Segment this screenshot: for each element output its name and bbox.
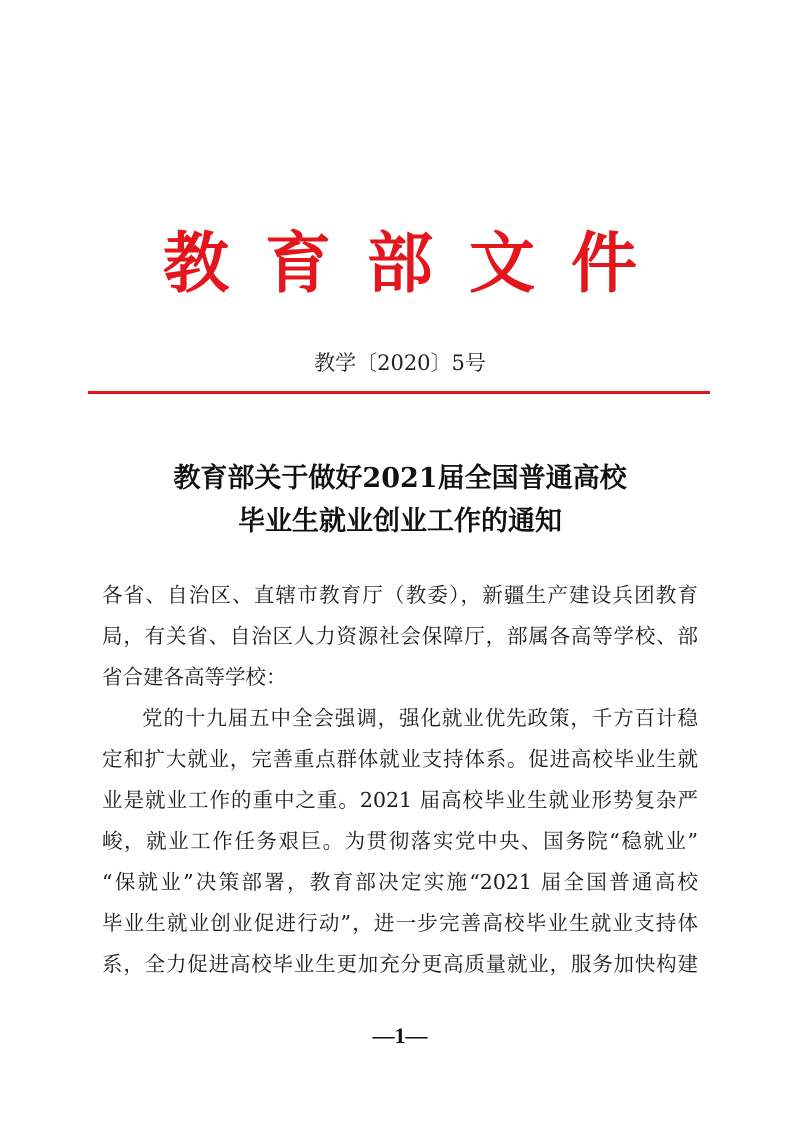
body-line: “保就业”决策部署，教育部决定实施“2021 届全国普通高校	[102, 870, 698, 894]
body-line: 峻，就业工作任务艰巨。为贯彻落实党中央、国务院“稳就业”	[102, 829, 698, 853]
body-line: 省合建各高等学校：	[102, 665, 287, 689]
red-divider	[88, 391, 710, 394]
title-line-1: 教育部关于做好2021届全国普通高校	[173, 463, 627, 494]
body-line: 系，全力促进高校毕业生更加充分更高质量就业，服务加快构建	[102, 952, 698, 976]
body-line: 定和扩大就业，完善重点群体就业支持体系。促进高校毕业生就	[102, 747, 698, 771]
body-line: 局，有关省、自治区人力资源社会保障厅，部属各高等学校、部	[102, 624, 698, 648]
title-line-2: 毕业生就业创业工作的通知	[238, 506, 562, 537]
body-line: 党的十九届五中全会强调，强化就业优先政策，千方百计稳	[142, 706, 698, 730]
page-number: —1—	[372, 1023, 428, 1048]
body-line: 毕业生就业创业促进行动”，进一步完善高校毕业生就业支持体	[102, 911, 698, 935]
document-number: 教学〔2020〕5号	[314, 351, 486, 375]
body-line: 业是就业工作的重中之重。2021 届高校毕业生就业形势复杂严	[102, 788, 698, 812]
masthead: 教育部文件	[163, 224, 673, 302]
body-line: 各省、自治区、直辖市教育厅（教委），新疆生产建设兵团教育	[102, 583, 698, 607]
